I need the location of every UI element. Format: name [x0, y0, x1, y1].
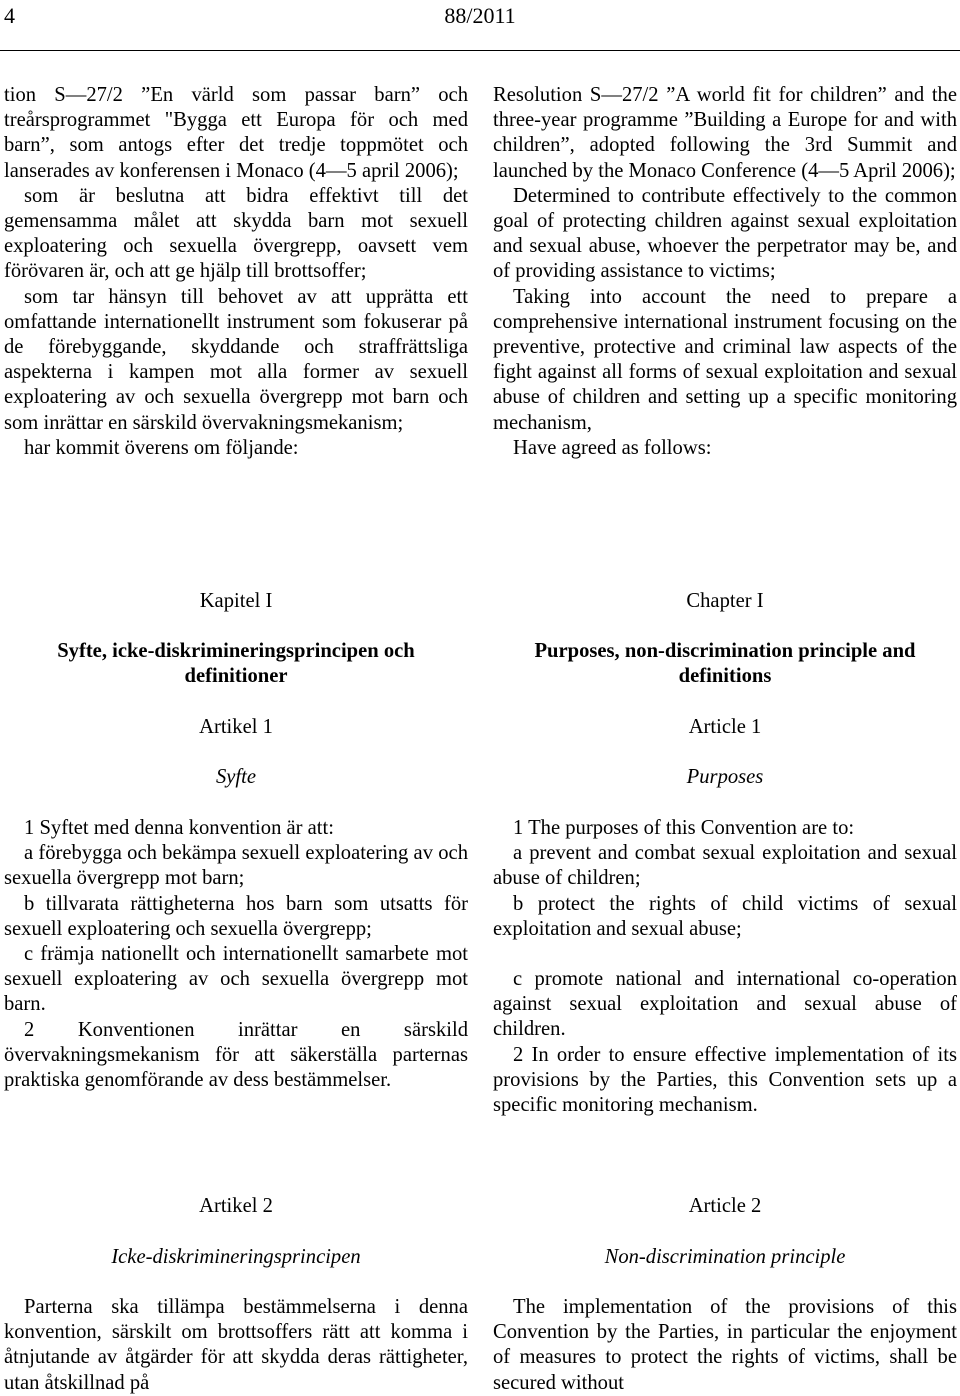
article-paragraph: 2 In order to ensure effective implementation of its provisions by the Parties, this Convention sets up a specific monitoring mechanism. [493, 1043, 957, 1117]
article-title: Purposes [686, 766, 764, 788]
document-reference: 88/2011 [444, 3, 516, 28]
preamble-paragraph: Taking into account the need to prepare a comprehensive international instrument focusing on the preventive, protective and criminal law aspects of the fight against all forms of sexual exploitation and sexual abuse of children and setting up a specific monitoring mechanism, [493, 285, 957, 434]
article-list-item: c promote national and international co-operation against sexual exploitation and sexual abuse of children. [493, 968, 957, 1041]
article-title: Non-discrimination principle [604, 1246, 846, 1268]
article-list-item: a prevent and combat sexual exploitation and sexual abuse of children; [493, 842, 957, 890]
article-title: Icke-diskrimineringsprincipen [111, 1246, 361, 1268]
article-paragraph: The implementation of the provisions of this Convention by the Parties, in particular the enjoyment of measures to protect the rights of victims, shall be secured without [493, 1296, 957, 1394]
article-list-item: c främja nationellt och internationellt samarbete mot sexuell exploatering av och sexuella övergrepp mot barn. [4, 943, 468, 1016]
page-number: 4 [4, 3, 15, 28]
article-heading: Artikel 1 [199, 716, 273, 738]
chapter-title: Purposes, non-discrimination principle and definitions [534, 640, 916, 688]
article-paragraph: 2 Konventionen inrättar en särskild övervakningsmekanism för att säkerställa parternas praktiska genomförande av dess bestämmelser. [4, 1018, 468, 1092]
article-paragraph: 1 Syftet med denna konvention är att: [24, 817, 334, 839]
preamble-paragraph: tion S—27/2 ”En värld som passar barn” och treårsprogrammet "Bygga ett Europa för och med barn”, som antogs efter det tredje toppmötet och lanserades av konferensen i Monaco (4—5 april 2006); [4, 84, 468, 182]
preamble-sv [4, 83, 468, 461]
swedish-column [4, 0, 468, 1396]
preamble-paragraph: som tar hänsyn till behovet av att upprätta ett omfattande internationellt instrument som fokuserar på de förebyggande, skyddande och straffrättsliga aspekterna i kampen mot alla former av sexuell exploatering av och sexuella övergrepp mot barn och som inrättar en särskild övervakningsmekanism; [4, 285, 468, 434]
chapter-title: Syfte, icke-diskrimineringsprincipen och definitioner [57, 640, 415, 688]
english-column [493, 0, 957, 1396]
article-list-item: b protect the rights of child victims of sexual exploitation and sexual abuse; [493, 892, 957, 940]
preamble-paragraph: har kommit överens om följande: [24, 436, 299, 459]
article-heading: Article 1 [688, 716, 762, 738]
article-paragraph: Parterna ska tillämpa bestämmelserna i denna konvention, särskilt om brottsoffers rätt att komma i åtnjutande av åtgärder för att skydda deras rättigheter, utan åtskillnad på [4, 1296, 468, 1394]
article-heading: Artikel 2 [199, 1195, 273, 1217]
preamble-en [493, 83, 957, 461]
article-heading: Article 2 [688, 1195, 762, 1217]
preamble-paragraph: som är beslutna att bidra effektivt till det gemensamma målet att skydda barn mot sexuell exploatering och sexuella övergrepp, oavsett vem förövaren är, och att ge hjälp till brottsoffer; [4, 184, 468, 283]
preamble-paragraph: Determined to contribute effectively to the common goal of protecting children against sexual exploitation and sexual abuse, whoever the perpetrator may be, and of providing assistance to victims; [493, 184, 957, 283]
chapter-heading: Kapitel I [199, 590, 273, 612]
article-list-item: a förebygga och bekämpa sexuell exploatering av och sexuella övergrepp mot barn; [4, 842, 468, 890]
chapter-heading: Chapter I [686, 590, 764, 612]
article-paragraph: 1 The purposes of this Convention are to: [513, 817, 855, 839]
article-list-item: b tillvarata rättigheterna hos barn som utsatts för sexuell exploatering och sexuella övergrepp; [4, 892, 468, 940]
preamble-paragraph: Have agreed as follows: [513, 436, 712, 459]
article-title: Syfte [215, 766, 257, 788]
preamble-paragraph: Resolution S—27/2 ”A world fit for children” and the three-year programme ”Building a Europe for and with children”, adopted following the 3rd Summit and launched by the Monaco Conference (4—5 April 2006); [493, 84, 957, 182]
